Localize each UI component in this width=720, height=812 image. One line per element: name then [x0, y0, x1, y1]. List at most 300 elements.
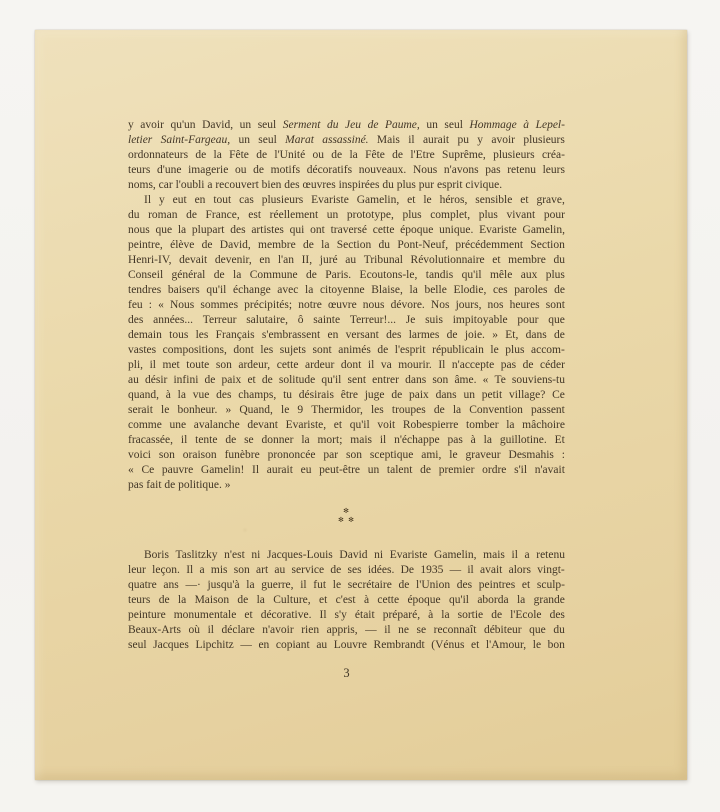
text-line	[128, 268, 565, 283]
word: ces	[492, 284, 508, 296]
asterisk-pair-icon: ✻ ✻	[338, 516, 355, 524]
word: et	[521, 579, 531, 591]
word: préparé,	[382, 609, 421, 621]
word: le	[449, 449, 458, 461]
word: de	[446, 329, 458, 341]
word: héros,	[439, 194, 468, 206]
word: —	[449, 564, 462, 576]
word: l'Amour,	[485, 639, 527, 651]
word: le	[423, 194, 432, 206]
word: plusieurs	[523, 134, 565, 146]
word: Jeu	[345, 119, 362, 131]
word: la	[256, 594, 265, 606]
word: y	[128, 119, 134, 131]
word: qu'il	[461, 269, 482, 281]
word: sensible	[475, 194, 513, 206]
word: de	[158, 594, 170, 606]
word: ont	[310, 224, 325, 236]
word: dont	[340, 359, 362, 371]
word: son	[233, 564, 250, 576]
word: un	[239, 119, 252, 131]
word: guerre,	[261, 579, 294, 591]
word: déclare	[221, 624, 255, 636]
word: a	[524, 549, 530, 561]
paragraph-3	[128, 548, 565, 653]
word: secrétaire	[347, 579, 392, 591]
word: mort;	[317, 434, 343, 446]
word: Pont-Neuf,	[397, 239, 449, 251]
word: c'est	[335, 594, 356, 606]
word: eu	[300, 464, 312, 476]
word: graveur	[465, 449, 501, 461]
word: II,	[301, 254, 313, 266]
word: De	[400, 564, 415, 576]
word: juge	[364, 389, 385, 401]
word: suis	[425, 314, 443, 326]
word: et	[520, 194, 529, 206]
word: et	[244, 609, 253, 621]
word: tandis	[425, 269, 454, 281]
text-line	[128, 358, 565, 373]
word: service	[291, 564, 325, 576]
word: Fête	[365, 149, 385, 161]
word: et	[333, 419, 343, 431]
word: solitude	[278, 374, 316, 386]
word: n'est	[224, 549, 245, 561]
word: appris,	[326, 624, 358, 636]
word: petit	[481, 389, 503, 401]
word: ordre	[482, 464, 507, 476]
word: Et,	[505, 329, 519, 341]
word: Section	[336, 239, 372, 251]
word: au	[128, 374, 139, 386]
word: y	[477, 134, 484, 146]
word: plus	[505, 344, 525, 356]
word: de	[213, 269, 225, 281]
word: Terreur	[202, 314, 237, 326]
word: comme	[128, 419, 162, 431]
word: pu	[457, 134, 469, 146]
text-line	[128, 623, 565, 638]
word: mourir.	[398, 359, 432, 371]
word: Et	[554, 434, 565, 446]
word: et	[471, 639, 480, 651]
word: talent	[386, 464, 413, 476]
word: cette	[377, 594, 400, 606]
word: quatre	[128, 579, 157, 591]
text-line	[128, 163, 565, 178]
word: un	[238, 134, 250, 146]
word: idées.	[367, 564, 395, 576]
word: un	[367, 464, 380, 476]
word: n'échappe	[394, 434, 440, 446]
text-line	[128, 563, 565, 578]
text-line	[128, 403, 565, 418]
text-segment: pas fait de politique. »	[128, 479, 231, 491]
word: notre	[298, 299, 322, 311]
word: Ce	[552, 389, 565, 401]
text-line	[128, 283, 565, 298]
word: la	[213, 149, 222, 161]
text-line	[128, 578, 565, 593]
text-segment: noms, car l'oubli a recouvert bien des œuvres inspirées du plus pur esprit civique.	[128, 179, 503, 191]
page-sheet	[35, 30, 687, 780]
word: qu'il	[349, 419, 370, 431]
word: motifs	[270, 164, 301, 176]
word: la	[349, 149, 358, 161]
word: l'Union	[416, 579, 451, 591]
word: guillotine.	[499, 434, 547, 446]
word: le	[532, 639, 542, 651]
word: sceptique	[369, 449, 414, 461]
word: versant	[345, 329, 379, 341]
word: Robespierre	[402, 419, 459, 431]
word: grave,	[536, 194, 565, 206]
word: s'il	[514, 464, 528, 476]
word: retenu	[507, 164, 536, 176]
word: il	[408, 134, 415, 146]
word: avec	[277, 284, 299, 296]
word: Il	[252, 464, 260, 476]
word: la	[177, 224, 187, 236]
word: œuvre	[327, 299, 357, 311]
word: de	[253, 164, 265, 176]
word: un	[426, 119, 438, 131]
word: —	[365, 624, 377, 636]
word: Marat	[285, 134, 314, 146]
word: désirais	[298, 389, 334, 401]
word: —·	[185, 579, 201, 591]
word: Convention	[469, 404, 523, 416]
word: de	[331, 149, 343, 161]
word: Gamelin!	[200, 464, 245, 476]
word: sommes	[200, 299, 239, 311]
word: pauvre	[161, 464, 194, 476]
word: plupart	[191, 224, 225, 236]
word: à	[165, 389, 171, 401]
word: rien	[301, 624, 320, 636]
word: des	[386, 329, 402, 341]
word: de	[554, 329, 565, 341]
word: de	[392, 149, 404, 161]
word: ans	[163, 579, 179, 591]
page-number: 3	[343, 666, 350, 680]
word: par	[323, 449, 339, 461]
word: Terreur!...	[349, 314, 396, 326]
word: premier	[438, 464, 475, 476]
word: la	[321, 239, 330, 251]
word: sont	[312, 344, 332, 356]
text-line	[128, 238, 565, 253]
word: Il	[438, 359, 446, 371]
text-line	[128, 448, 565, 463]
word: la	[246, 579, 255, 591]
word: son	[215, 359, 232, 371]
word: reconnaît	[433, 624, 477, 636]
word: la	[177, 594, 187, 606]
word: toute	[186, 359, 210, 371]
word: a	[199, 564, 205, 576]
word: il	[467, 564, 474, 576]
word: il	[207, 624, 214, 636]
word: tente	[195, 434, 218, 446]
word: un	[463, 389, 475, 401]
word: citoyenne	[319, 284, 365, 296]
word: Jacques-Louis	[266, 549, 333, 561]
word: prototype,	[346, 209, 394, 221]
word: y	[158, 194, 165, 206]
text-line	[128, 193, 565, 208]
text-line	[128, 608, 565, 623]
word: Gamelin,	[434, 549, 477, 561]
word: au	[345, 254, 357, 266]
word: des	[216, 389, 232, 401]
word: artistes	[251, 224, 284, 236]
text-line	[128, 328, 565, 343]
word: »	[492, 329, 498, 341]
word: à	[363, 594, 370, 606]
word: l'Ecole	[510, 609, 542, 621]
word: unique.	[439, 224, 474, 236]
word: n'avoir	[262, 624, 294, 636]
word: entrer	[372, 374, 399, 386]
text-line	[128, 548, 565, 563]
word: grande	[533, 594, 565, 606]
word: devenir,	[214, 254, 252, 266]
word: Révolutionnaire	[410, 254, 485, 266]
word: compositions,	[162, 344, 227, 356]
word: était	[354, 609, 375, 621]
word: nos	[487, 299, 504, 311]
word: Gamelin,	[522, 224, 565, 236]
word: funèbre	[224, 449, 260, 461]
word: nouveaux.	[358, 164, 407, 176]
word: Il	[319, 609, 327, 621]
word: dans	[435, 389, 457, 401]
paragraph-2	[128, 193, 565, 493]
word: il	[379, 434, 387, 446]
word: paix	[221, 374, 242, 386]
word: Serment	[282, 119, 321, 131]
word: pour	[543, 209, 565, 221]
word: le	[490, 344, 499, 356]
text-line	[128, 593, 565, 608]
word: jours,	[455, 299, 482, 311]
word: vivant	[506, 209, 536, 221]
word: cette	[372, 224, 395, 236]
word: plus	[545, 269, 565, 281]
word: la	[177, 389, 186, 401]
word: plusieurs	[493, 149, 535, 161]
word: il	[300, 579, 307, 591]
word: l'Etre	[410, 149, 435, 161]
word: ardeur	[304, 359, 335, 371]
word: mêle	[489, 269, 513, 281]
word: Boris	[144, 549, 169, 561]
word: fut	[313, 579, 327, 591]
word: nous	[128, 224, 150, 236]
word: élève	[170, 239, 195, 251]
word: Paris.	[325, 269, 352, 281]
word: Evariste	[389, 549, 428, 561]
word: en	[259, 254, 271, 266]
word: Te	[494, 374, 506, 386]
word: du	[378, 239, 391, 251]
word: son	[158, 449, 175, 461]
word: qu'il	[449, 594, 469, 606]
word: il	[367, 359, 375, 371]
word: dévore.	[390, 299, 425, 311]
word: la	[506, 419, 515, 431]
word: Maison	[194, 594, 230, 606]
word: peinture	[128, 609, 166, 621]
word: il	[149, 359, 156, 371]
word: Paume,	[384, 119, 420, 131]
word: Hommage	[469, 119, 517, 131]
word: mâchoire	[522, 419, 565, 431]
word: âme.	[454, 374, 477, 386]
word: animés	[338, 344, 371, 356]
word: Desmahis	[508, 449, 554, 461]
word: avoir	[140, 119, 164, 131]
word: la	[301, 434, 310, 446]
word: seul	[258, 134, 277, 146]
word: Nous	[412, 164, 438, 176]
word: et	[247, 374, 256, 386]
word: aux	[520, 269, 538, 281]
word: dans	[525, 329, 547, 341]
word: sculp-	[536, 579, 565, 591]
word: leurs	[542, 164, 565, 176]
word: de	[330, 564, 342, 576]
word: plus	[478, 209, 498, 221]
word: pour	[517, 314, 539, 326]
word: mis	[210, 564, 228, 576]
word: de	[433, 404, 445, 416]
word: tendres	[128, 284, 162, 296]
word: Evariste	[311, 194, 349, 206]
word: de	[225, 434, 237, 446]
word: devait	[179, 254, 208, 266]
word: serait	[128, 404, 153, 416]
word: peintre,	[128, 239, 163, 251]
word: d'une	[157, 164, 182, 176]
word: le	[332, 579, 342, 591]
word: les	[260, 344, 274, 356]
word: Beaux-Arts	[128, 624, 182, 636]
word: Ce	[141, 464, 155, 476]
word: cas	[239, 194, 254, 206]
word: seul	[444, 119, 463, 131]
word: la	[305, 284, 314, 296]
word: de	[377, 344, 389, 356]
word: devant	[247, 419, 278, 431]
paragraph-1	[128, 118, 565, 193]
word: créa-	[541, 149, 565, 161]
word: son	[432, 374, 449, 386]
word: mais	[350, 434, 372, 446]
word: Elodie,	[453, 284, 487, 296]
word: du	[128, 209, 140, 221]
word: se	[244, 434, 254, 446]
word: que	[529, 624, 546, 636]
word: ô	[297, 314, 304, 326]
word: monumentale	[173, 609, 237, 621]
word: Français	[215, 329, 255, 341]
word: Evariste	[479, 224, 517, 236]
word: il	[384, 624, 391, 636]
word: quand,	[128, 389, 159, 401]
word: époque	[400, 224, 434, 236]
word: (Vénus	[431, 639, 465, 651]
word: pas	[485, 164, 501, 176]
word: Rembrandt	[373, 639, 425, 651]
word: larmes	[408, 329, 440, 341]
word: l'an	[277, 254, 294, 266]
word: les	[370, 404, 384, 416]
word: qu'il	[206, 284, 227, 296]
word: »	[225, 404, 232, 416]
word: n'avait	[534, 464, 565, 476]
word: qu'il	[321, 374, 342, 386]
word: la	[409, 284, 418, 296]
word: 9	[297, 404, 304, 416]
word: Fête	[229, 149, 249, 161]
word: ou	[235, 164, 247, 176]
word: de	[367, 119, 379, 131]
word: Mais	[376, 134, 400, 146]
word: Culture,	[273, 594, 311, 606]
word: des	[128, 314, 144, 326]
word: sortie	[457, 609, 484, 621]
word: David	[339, 549, 368, 561]
word: à	[428, 609, 434, 621]
text-line	[128, 313, 565, 328]
word: peut-être	[319, 464, 361, 476]
word: à	[470, 434, 476, 446]
word: époque	[407, 594, 441, 606]
word: infini	[173, 374, 199, 386]
word: aborda	[477, 594, 509, 606]
text-line	[128, 373, 565, 388]
word: roman	[148, 209, 178, 221]
word: Lepel-	[535, 119, 565, 131]
word: de	[306, 269, 317, 281]
word: Conseil	[128, 269, 164, 281]
word: il	[511, 549, 518, 561]
word: :	[561, 449, 565, 461]
word: village?	[508, 389, 546, 401]
text-line	[128, 638, 565, 653]
word: Evariste,	[285, 419, 327, 431]
word: dont	[233, 344, 254, 356]
word: tous	[169, 329, 189, 341]
word: Lipchitz	[195, 639, 234, 651]
word: du	[553, 254, 565, 266]
word: est	[248, 209, 262, 221]
word: joie.	[464, 329, 485, 341]
word: et	[318, 594, 328, 606]
word: la	[233, 269, 242, 281]
section-break-ornament	[128, 507, 565, 525]
word: vingt-	[537, 564, 565, 576]
word: son	[346, 449, 362, 461]
word: l'Unité	[274, 149, 306, 161]
word: au	[274, 564, 286, 576]
word: tomber	[466, 419, 499, 431]
word: «	[128, 464, 134, 476]
text-line	[128, 388, 565, 403]
